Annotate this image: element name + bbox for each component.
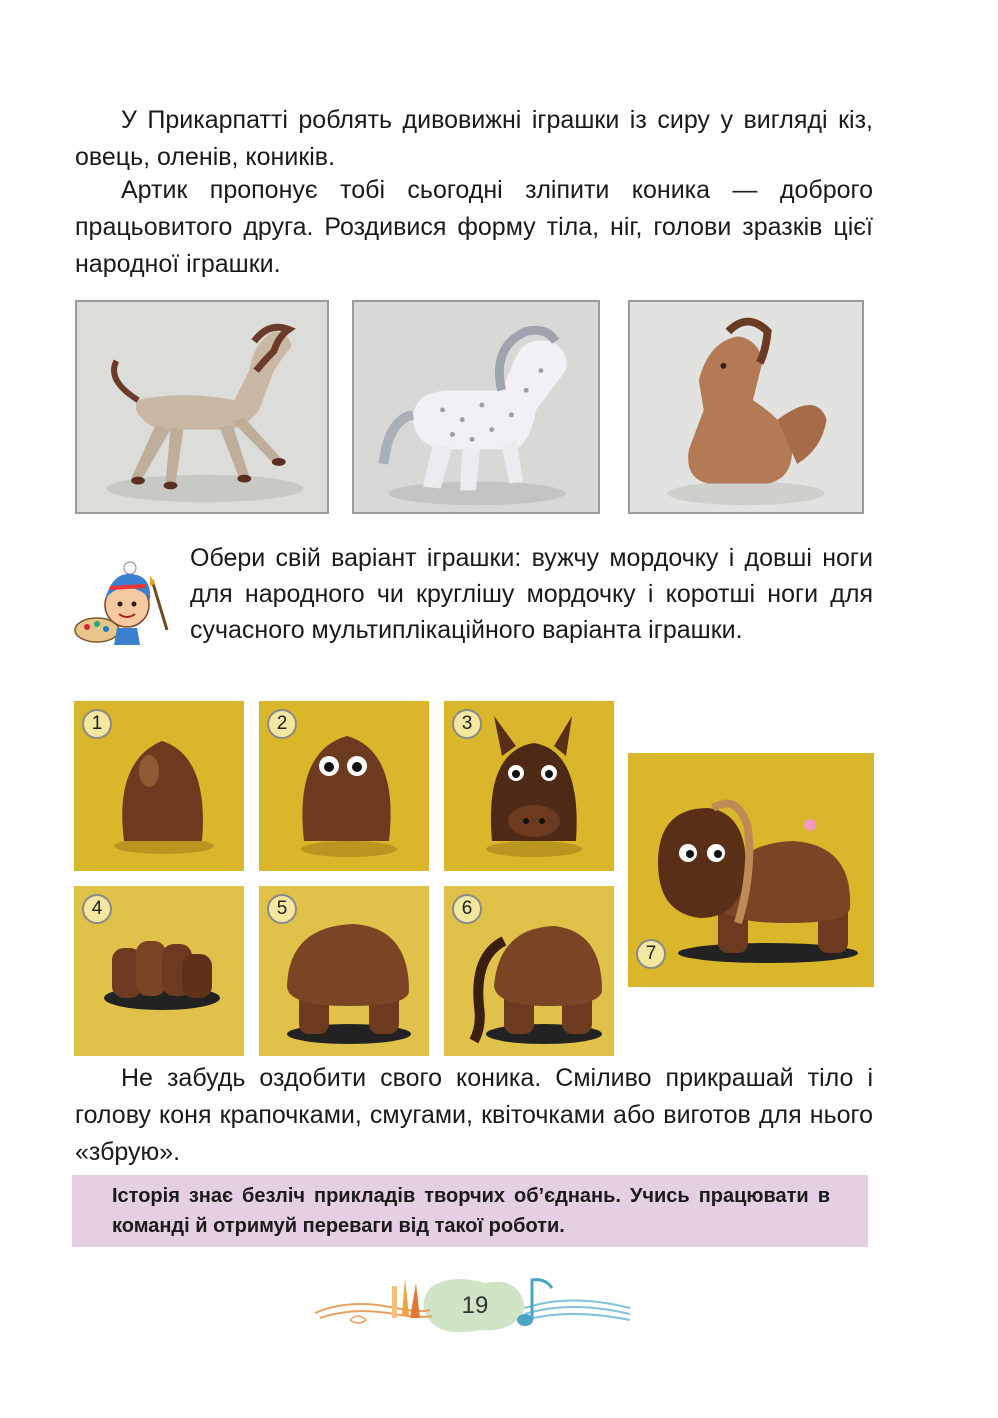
folk-horse-photo-2 — [352, 300, 600, 514]
step-number: 2 — [267, 709, 297, 739]
step-number: 7 — [636, 939, 666, 969]
intro-paragraph: У Прикарпатті роблять дивовижні іграшки із сиру у вигляді кіз, овець, оленів, коників. — [75, 106, 873, 171]
step-number: 1 — [82, 709, 112, 739]
info-box: Історія знає безліч прикладів творчих об’єднань. Учись працювати в команді й отримуй переваги від такої роботи. — [72, 1175, 868, 1247]
folk-horse-photo-1 — [75, 300, 329, 514]
step-number: 4 — [82, 894, 112, 924]
decorate-paragraph: Не забудь оздобити свого коника. Сміливо прикрашай тіло і голову коня крапочками, смугами, квіточками або виготов для нього «збрую». — [75, 1064, 873, 1166]
page-number: 19 — [461, 1292, 489, 1319]
step-6-image — [444, 886, 614, 1056]
step-1-image — [74, 701, 244, 871]
step-number: 3 — [452, 709, 482, 739]
step-7-image — [628, 753, 874, 987]
variant-paragraph: Обери свій варіант іграшки: вужчу мордочку і довші ноги для народного чи круглішу мордочку і коротші ноги для сучасного мультиплікаційного варіанта іграшки. — [190, 544, 873, 644]
artist-mascot-icon — [72, 560, 180, 650]
step-number: 6 — [452, 894, 482, 924]
step-2-image — [259, 701, 429, 871]
folk-horse-photo-3 — [628, 300, 864, 514]
task-paragraph: Артик пропонує тобі сьогодні зліпити коника — доброго працьовитого друга. Роздивися форму тіла, ніг, голови зразків цієї народної іграшки. — [75, 176, 873, 278]
step-4-image — [74, 886, 244, 1056]
step-number: 5 — [267, 894, 297, 924]
step-5-image — [259, 886, 429, 1056]
step-3-image — [444, 701, 614, 871]
